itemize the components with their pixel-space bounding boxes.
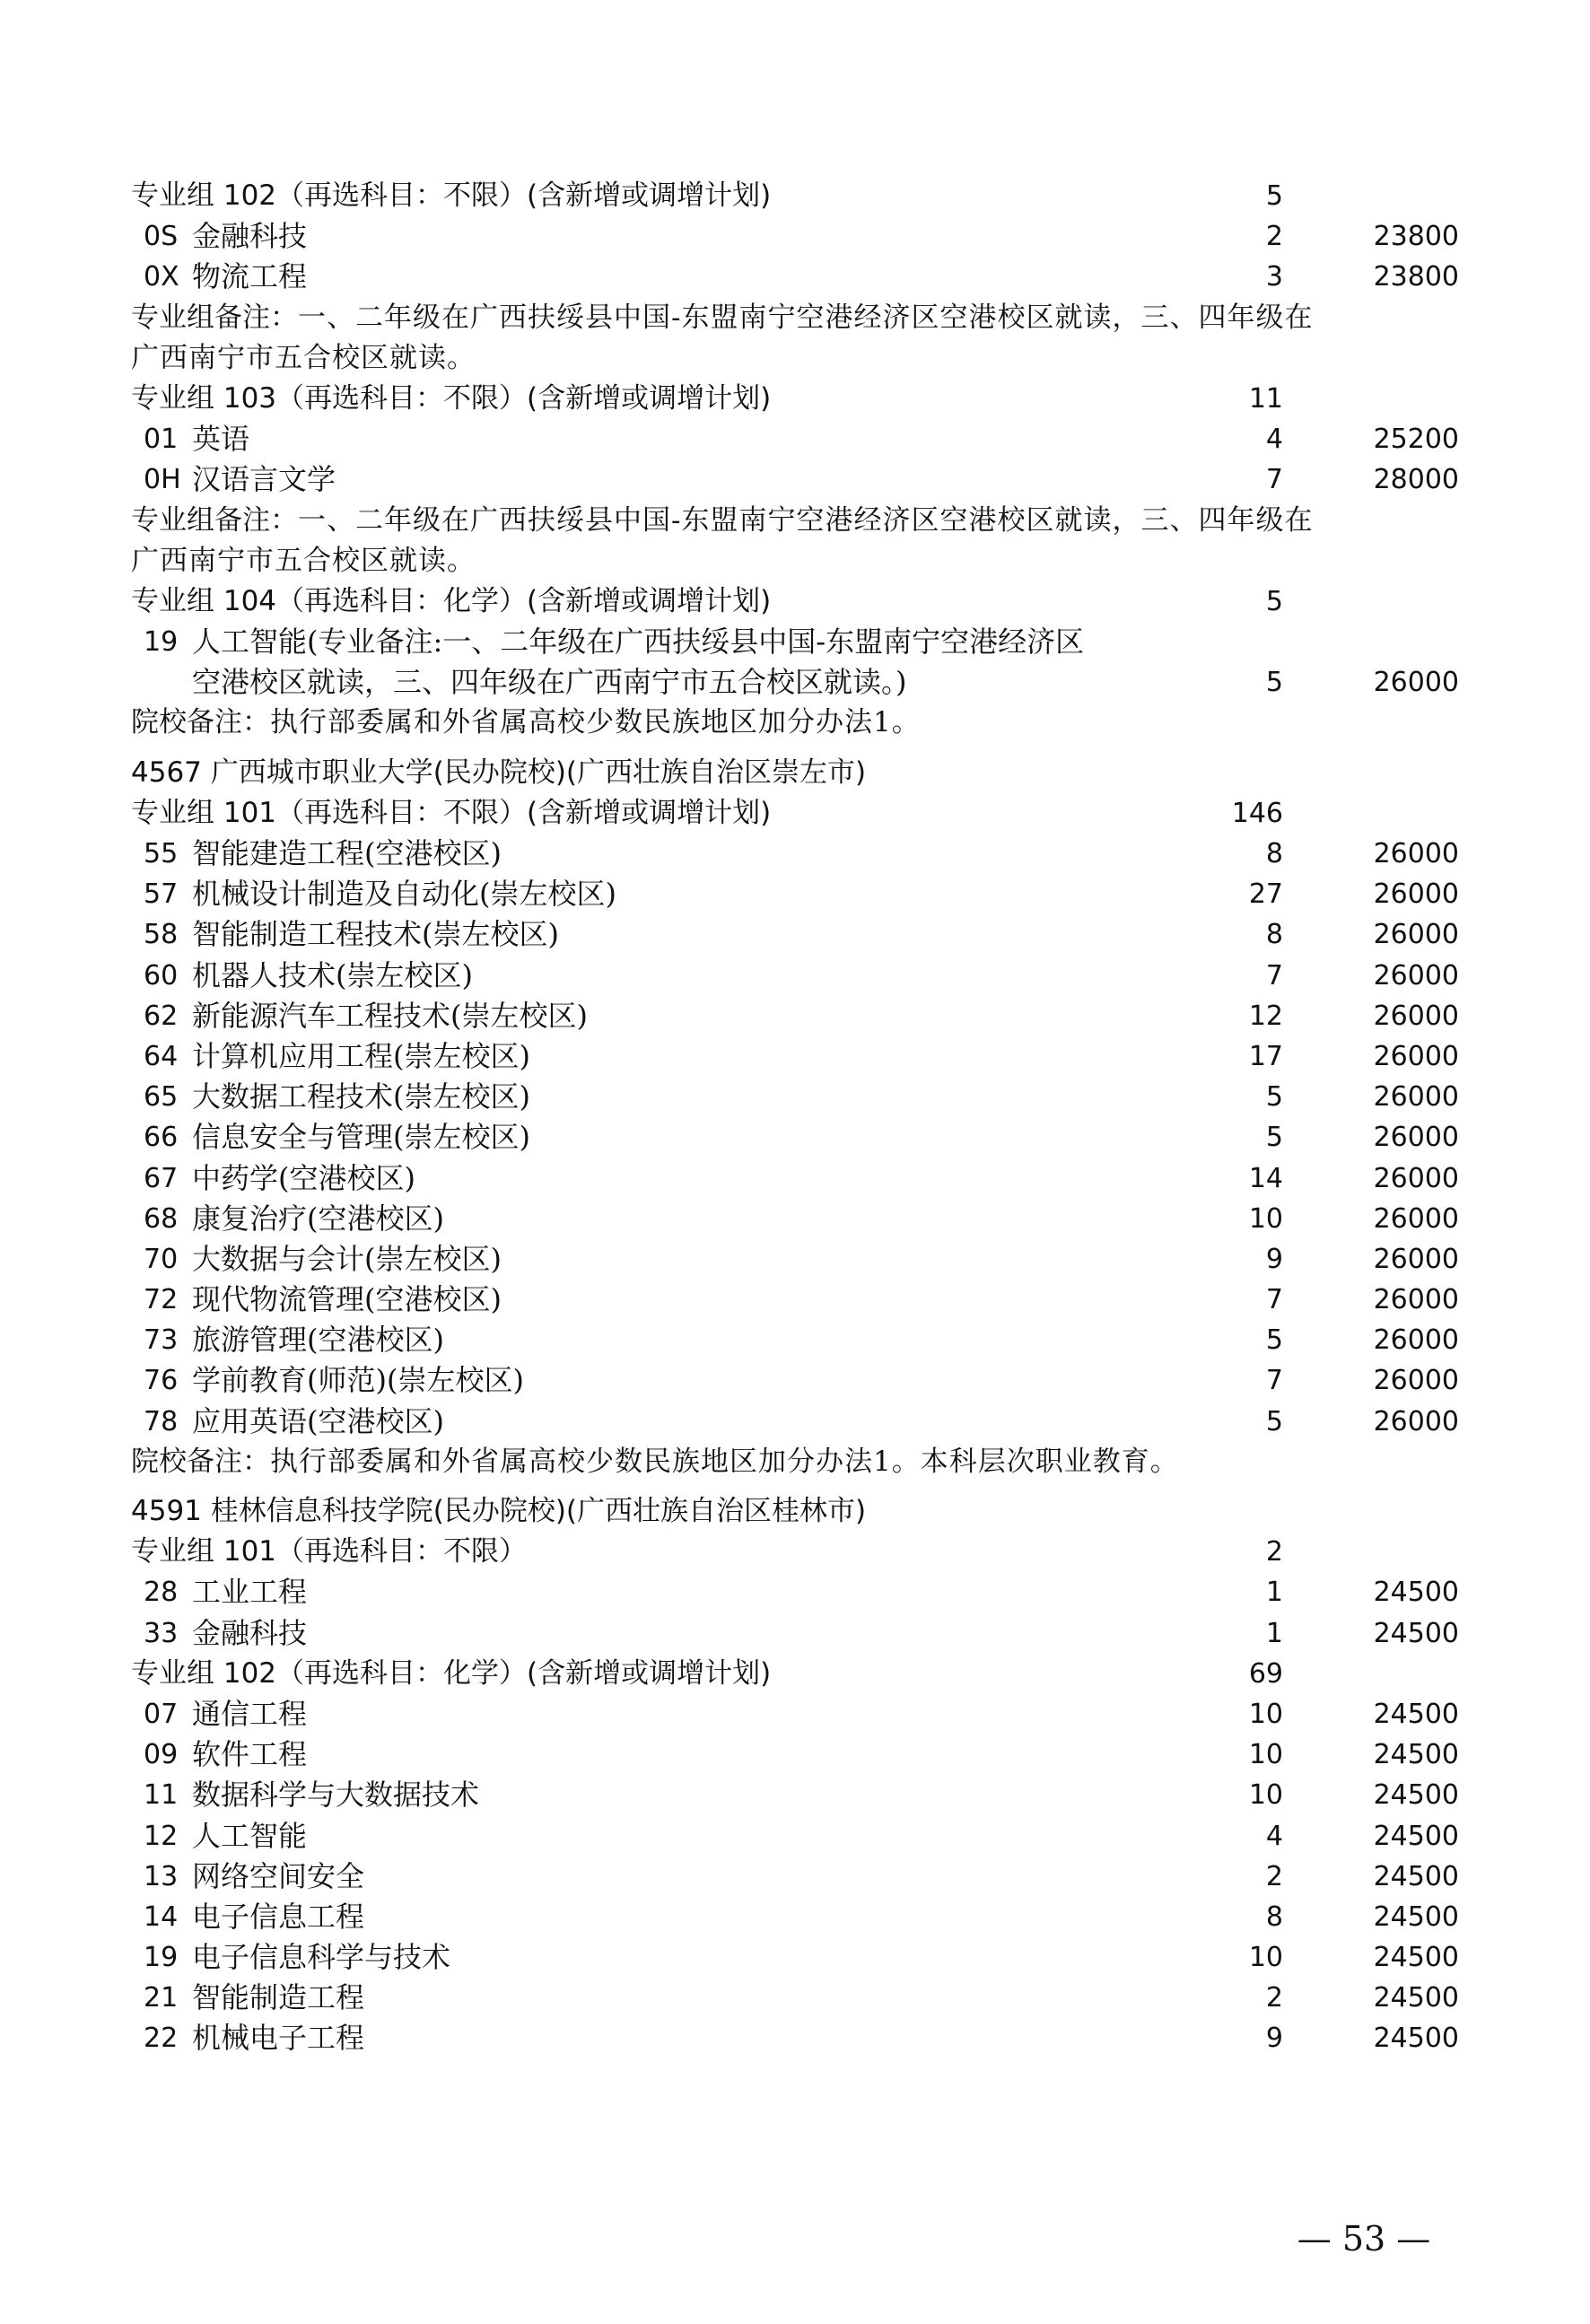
school-heading	[131, 1491, 1459, 1532]
major-row	[131, 1857, 1459, 1897]
major-row	[131, 1280, 1459, 1320]
major-name: 人工智能	[192, 1818, 308, 1853]
major-code: 01	[144, 424, 179, 456]
major-tuition: 24500	[1373, 1698, 1459, 1730]
major-plan-count: 10	[1248, 1202, 1283, 1235]
major-tuition: 24500	[1373, 1982, 1459, 2014]
major-plan-count: 8	[1265, 1900, 1283, 1933]
major-tuition: 26000	[1373, 1000, 1459, 1032]
major-row	[131, 1694, 1459, 1734]
major-row	[131, 1897, 1459, 1937]
group-plan-count: 11	[1248, 382, 1283, 415]
school-heading-text: 4567 广西城市职业大学(民办院校)(广西壮族自治区崇左市)	[131, 756, 867, 789]
major-row	[131, 459, 1459, 500]
major-tuition: 26000	[1373, 838, 1459, 869]
major-code: 60	[144, 959, 179, 992]
group-plan-count: 5	[1265, 585, 1283, 617]
major-name: 中药学(空港校区)	[192, 1160, 415, 1195]
major-plan-count: 4	[1265, 1820, 1283, 1852]
major-name: 工业工程	[192, 1575, 308, 1610]
major-row	[131, 1320, 1459, 1360]
remark-label: 院校备注：	[131, 1445, 270, 1478]
major-plan-count: 2	[1265, 221, 1283, 253]
section-gap	[131, 1482, 1459, 1491]
major-row	[131, 1360, 1459, 1401]
major-name: 新能源汽车工程技术(崇左校区)	[192, 998, 588, 1033]
major-code: 07	[144, 1698, 179, 1730]
major-plan-count: 3	[1265, 261, 1283, 293]
major-row	[131, 996, 1459, 1036]
remark-line	[131, 1442, 1459, 1482]
major-code: 58	[144, 919, 179, 951]
major-row	[131, 1239, 1459, 1280]
major-plan-count: 10	[1248, 1779, 1283, 1812]
major-row	[131, 622, 1459, 662]
major-plan-count: 7	[1265, 959, 1283, 992]
major-name: 数据科学与大数据技术	[192, 1778, 480, 1813]
group-header	[131, 581, 1459, 622]
major-name: 大数据与会计(崇左校区)	[192, 1241, 502, 1276]
major-name: 智能制造工程技术(崇左校区)	[192, 917, 559, 952]
remark-text: 广西南宁市五合校区就读。	[131, 341, 476, 374]
school-heading	[131, 753, 1459, 793]
remark-text: 广西南宁市五合校区就读。	[131, 544, 476, 577]
remark-line	[131, 501, 1459, 541]
group-header	[131, 793, 1459, 834]
major-tuition: 24500	[1373, 1779, 1459, 1812]
page-number: — 53 —	[1297, 2219, 1431, 2258]
group-header-text: 专业组 103（再选科目：不限）(含新增或调增计划)	[131, 381, 772, 415]
remark-text: 执行部委属和外省属高校少数民族地区加分办法1。本科层次职业教育。	[270, 1445, 1179, 1478]
major-tuition: 24500	[1373, 1820, 1459, 1852]
major-row	[131, 1117, 1459, 1158]
major-tuition: 26000	[1373, 878, 1459, 911]
major-code: 11	[144, 1779, 179, 1812]
major-row	[131, 1775, 1459, 1815]
major-plan-count: 4	[1265, 424, 1283, 456]
major-tuition: 24500	[1373, 1900, 1459, 1933]
major-name: 康复治疗(空港校区)	[192, 1201, 444, 1236]
major-plan-count: 8	[1265, 919, 1283, 951]
major-row	[131, 1199, 1459, 1239]
major-tuition: 26000	[1373, 1405, 1459, 1437]
major-row	[131, 1978, 1459, 2018]
major-plan-count: 10	[1248, 1739, 1283, 1771]
major-name: 旅游管理(空港校区)	[192, 1323, 444, 1358]
remark-text: 一、二年级在广西扶绥县中国-东盟南宁空港经济区空港校区就读，三、四年级在	[298, 503, 1314, 537]
major-code: 14	[144, 1900, 179, 1933]
major-plan-count: 9	[1265, 1243, 1283, 1275]
remark-text: 一、二年级在广西扶绥县中国-东盟南宁空港经济区空港校区就读，三、四年级在	[298, 301, 1314, 334]
major-plan-count: 10	[1248, 1942, 1283, 1974]
major-name: 智能制造工程	[192, 1980, 365, 2015]
major-tuition: 24500	[1373, 1617, 1459, 1649]
major-code: 28	[144, 1577, 179, 1609]
major-plan-count: 12	[1248, 1000, 1283, 1032]
major-code: 22	[144, 2023, 179, 2055]
major-code: 0X	[144, 261, 179, 293]
major-name: 人工智能(专业备注:一、二年级在广西扶绥县中国-东盟南宁空港经济区	[192, 625, 1085, 660]
major-tuition: 24500	[1373, 1577, 1459, 1609]
major-tuition: 26000	[1373, 1081, 1459, 1114]
group-header-text: 专业组 101（再选科目：不限）	[131, 1535, 528, 1568]
major-name: 电子信息科学与技术	[192, 1940, 451, 1975]
remark-line-continued	[131, 541, 1459, 581]
major-code: 67	[144, 1162, 179, 1194]
major-plan-count: 8	[1265, 838, 1283, 869]
major-row	[131, 2018, 1459, 2058]
major-row	[131, 834, 1459, 874]
major-name: 软件工程	[192, 1737, 308, 1772]
major-tuition: 26000	[1373, 667, 1459, 699]
major-row	[131, 1613, 1459, 1654]
major-code: 78	[144, 1405, 179, 1437]
group-header-text: 专业组 104（再选科目：化学）(含新增或调增计划)	[131, 584, 772, 617]
major-code: 55	[144, 838, 179, 869]
major-name: 学前教育(师范)(崇左校区)	[192, 1363, 524, 1398]
major-row	[131, 1572, 1459, 1612]
major-row	[131, 257, 1459, 297]
major-code: 09	[144, 1739, 179, 1771]
major-tuition: 26000	[1373, 1284, 1459, 1316]
document-content	[131, 176, 1459, 2059]
major-tuition: 26000	[1373, 919, 1459, 951]
major-row	[131, 956, 1459, 996]
remark-label: 专业组备注：	[131, 503, 298, 537]
major-row	[131, 1402, 1459, 1442]
major-row	[131, 419, 1459, 459]
major-plan-count: 5	[1265, 1405, 1283, 1437]
major-plan-count: 1	[1265, 1577, 1283, 1609]
major-code: 19	[144, 1942, 179, 1974]
major-name: 信息安全与管理(崇左校区)	[192, 1120, 530, 1155]
major-name: 大数据工程技术(崇左校区)	[192, 1079, 530, 1114]
major-code: 21	[144, 1982, 179, 2014]
group-header-text: 专业组 102（再选科目：化学）(含新增或调增计划)	[131, 1656, 772, 1690]
section-gap	[131, 744, 1459, 753]
major-name: 汉语言文学	[192, 462, 336, 497]
major-tuition: 26000	[1373, 1040, 1459, 1072]
remark-line	[131, 298, 1459, 338]
remark-label: 院校备注：	[131, 706, 270, 739]
major-tuition: 25200	[1373, 424, 1459, 456]
group-plan-count: 69	[1248, 1657, 1283, 1690]
major-tuition: 26000	[1373, 1365, 1459, 1397]
major-plan-count: 14	[1248, 1162, 1283, 1194]
major-tuition: 24500	[1373, 1942, 1459, 1974]
major-code: 68	[144, 1202, 179, 1235]
major-tuition: 28000	[1373, 464, 1459, 496]
major-tuition: 26000	[1373, 959, 1459, 992]
major-tuition: 26000	[1373, 1162, 1459, 1194]
major-row	[131, 1077, 1459, 1117]
group-header	[131, 1532, 1459, 1572]
major-plan-count: 7	[1265, 1365, 1283, 1397]
major-code: 70	[144, 1243, 179, 1275]
major-row	[131, 216, 1459, 257]
major-tuition: 26000	[1373, 1243, 1459, 1275]
major-row	[131, 1816, 1459, 1857]
group-header	[131, 1654, 1459, 1694]
major-code: 12	[144, 1820, 179, 1852]
major-row	[131, 1734, 1459, 1775]
major-plan-count: 5	[1265, 1324, 1283, 1357]
major-code: 73	[144, 1324, 179, 1357]
major-tuition: 26000	[1373, 1202, 1459, 1235]
major-name: 现代物流管理(空港校区)	[192, 1282, 502, 1317]
major-name: 机械电子工程	[192, 2021, 365, 2056]
major-plan-count: 2	[1265, 1982, 1283, 2014]
major-code: 19	[144, 626, 179, 659]
major-plan-count: 7	[1265, 1284, 1283, 1316]
major-plan-count: 9	[1265, 2023, 1283, 2055]
group-header-text: 专业组 101（再选科目：不限）(含新增或调增计划)	[131, 796, 772, 829]
major-plan-count: 27	[1248, 878, 1283, 911]
major-name: 电子信息工程	[192, 1899, 365, 1934]
major-name: 应用英语(空港校区)	[192, 1403, 444, 1438]
major-tuition: 24500	[1373, 1860, 1459, 1892]
major-plan-count: 2	[1265, 1860, 1283, 1892]
major-code: 13	[144, 1860, 179, 1892]
major-plan-count: 5	[1265, 667, 1283, 699]
remark-line-continued	[131, 338, 1459, 379]
major-name: 通信工程	[192, 1696, 308, 1731]
major-name: 智能建造工程(空港校区)	[192, 836, 502, 870]
major-code: 65	[144, 1081, 179, 1114]
major-name: 机器人技术(崇左校区)	[192, 957, 473, 992]
major-row	[131, 874, 1459, 914]
major-row	[131, 1937, 1459, 1978]
major-code: 0S	[144, 221, 179, 253]
major-row	[131, 1036, 1459, 1077]
major-plan-count: 10	[1248, 1698, 1283, 1730]
major-code: 72	[144, 1284, 179, 1316]
school-heading-text: 4591 桂林信息科技学院(民办院校)(广西壮族自治区桂林市)	[131, 1495, 867, 1527]
remark-label: 专业组备注：	[131, 301, 298, 334]
major-plan-count: 7	[1265, 464, 1283, 496]
major-code: 33	[144, 1617, 179, 1649]
group-header-text: 专业组 102（再选科目：不限）(含新增或调增计划)	[131, 179, 772, 212]
major-name: 机械设计制造及自动化(崇左校区)	[192, 877, 616, 912]
major-name: 金融科技	[192, 1615, 308, 1650]
group-plan-count: 2	[1265, 1536, 1283, 1568]
remark-line	[131, 703, 1459, 743]
major-code: 0H	[144, 464, 181, 496]
major-tuition: 24500	[1373, 2023, 1459, 2055]
major-name: 物流工程	[192, 259, 308, 294]
major-plan-count: 5	[1265, 1122, 1283, 1154]
major-tuition: 24500	[1373, 1739, 1459, 1771]
major-code: 57	[144, 878, 179, 911]
major-row	[131, 914, 1459, 955]
major-code: 64	[144, 1040, 179, 1072]
major-plan-count: 5	[1265, 1081, 1283, 1114]
major-plan-count: 1	[1265, 1617, 1283, 1649]
major-name-continued: 空港校区就读，三、四年级在广西南宁市五合校区就读。)	[192, 665, 907, 700]
major-name: 英语	[192, 422, 250, 457]
group-header	[131, 176, 1459, 216]
major-tuition: 23800	[1373, 221, 1459, 253]
major-row-continued	[131, 662, 1459, 703]
major-plan-count: 17	[1248, 1040, 1283, 1072]
remark-text: 执行部委属和外省属高校少数民族地区加分办法1。	[270, 706, 921, 739]
major-code: 76	[144, 1365, 179, 1397]
major-name: 计算机应用工程(崇左校区)	[192, 1038, 530, 1073]
group-header	[131, 379, 1459, 419]
major-name: 金融科技	[192, 219, 308, 254]
group-plan-count: 5	[1265, 180, 1283, 212]
major-code: 66	[144, 1122, 179, 1154]
major-name: 网络空间安全	[192, 1858, 365, 1893]
major-row	[131, 1158, 1459, 1199]
group-plan-count: 146	[1231, 797, 1283, 829]
major-tuition: 26000	[1373, 1122, 1459, 1154]
major-code: 62	[144, 1000, 179, 1032]
major-tuition: 23800	[1373, 261, 1459, 293]
major-tuition: 26000	[1373, 1324, 1459, 1357]
